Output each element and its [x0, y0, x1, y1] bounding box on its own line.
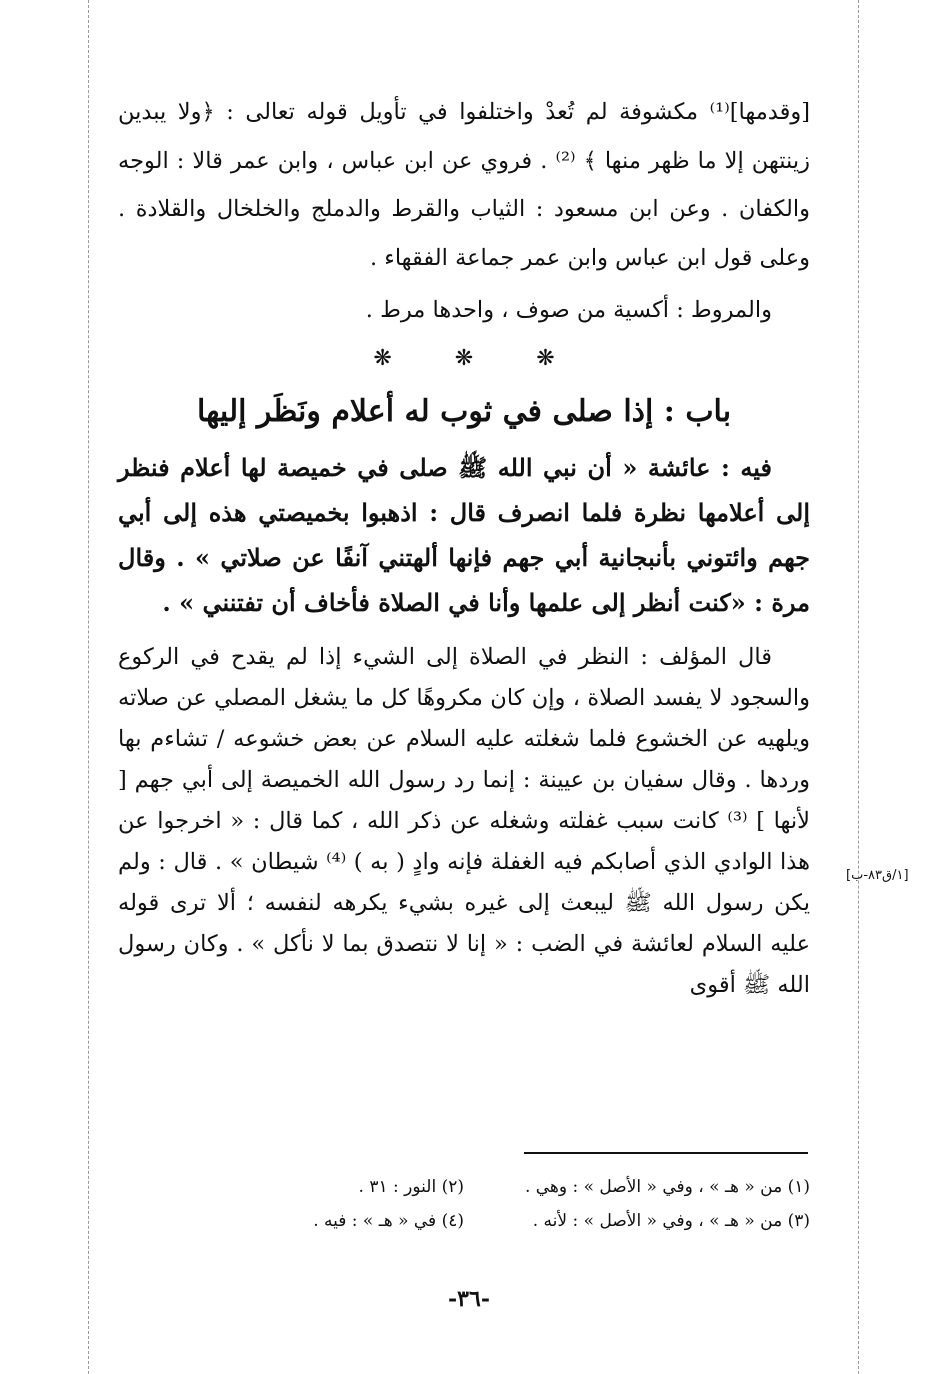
separator-star: ❋	[536, 345, 555, 371]
section-separator	[118, 339, 810, 379]
scan-guide-left	[88, 0, 89, 1374]
page-number: -٣٦-	[448, 1286, 490, 1312]
hadith-text: فيه : عائشة « أن نبي الله ﷺ صلى في خميصة لها أعلام فنظر إلى أعلامها نظرة فلما انصرف قال : اذهبوا بخميصتي هذه إلى أبي جهم وائتوني بأنبجانية أبي جهم فإنها ألهتني آنفًا عن صلاتي » . وقال مرة : «كنت أنظر إلى علمها وأنا في الصلاة فأخاف أن تفتنني » .	[118, 452, 810, 617]
footnote-row	[118, 1170, 810, 1204]
chapter-heading: باب : إذا صلى في ثوب له أعلام ونَظَر إليها	[196, 393, 732, 429]
footnote-2: (٢) النور : ٣١ .	[358, 1177, 464, 1197]
footnote-row	[118, 1204, 810, 1238]
footnotes	[118, 1170, 810, 1238]
footnote-4: (٤) في « هـ » : فيه .	[313, 1211, 464, 1231]
paragraph-definition: والمروط : أكسية من صوف ، واحدها مرط .	[365, 297, 772, 323]
manuscript-folio-note: [١/ق٨٣-ب]	[846, 868, 909, 883]
separator-star: ❋	[454, 345, 474, 371]
commentary-text: قال المؤلف : النظر في الصلاة إلى الشيء إذا لم يقدح في الركوع والسجود لا يفسد الصلاة ، وإن كان مكروهًا كل ما يشغل المصلي عن صلاته ويلهيه عن الخشوع فلما شغلته عليه السلام عن بعض خشوعه / تشاءم بها وردها . وقال سفيان بن عيينة : إنما رد رسول الله الخميصة إلى أبي جهم [ لأنها ] ⁽³⁾ كانت سبب غفلته وشغله عن ذكر الله ، كما قال : « اخرجوا عن هذا الوادي الذي أصابكم فيه الغفلة فإنه وادٍ ( به ) ⁽⁴⁾ شيطان » . قال : ولم يكن رسول الله ﷺ ليبعث إلى غيره بشيء يكرهه لنفسه ؛ ألا ترى قوله عليه السلام لعائشة في الضب : « إنا لا نتصدق بما لا نأكل » . وكان رسول الله ﷺ أقوى	[118, 643, 810, 998]
footnote-rule	[524, 1152, 808, 1154]
footnote-3: (٣) من « هـ » ، وفي « الأصل » : لأنه .	[532, 1211, 810, 1231]
scan-guide-right	[858, 0, 859, 1374]
paragraph-opening: [وقدمها]⁽¹⁾ مكشوفة لم تُعدْ واختلفوا في تأويل قوله تعالى : ﴿ولا يبدين زينتهن إلا ما ظهر منها ﴾ ⁽²⁾ . فروي عن ابن عباس ، وابن عمر قالا : الوجه والكفان . وعن ابن مسعود : الثياب والقرط والدملج والخلخال والقلادة . وعلى قول ابن عباس وابن عمر جماعة الفقهاء .	[118, 99, 810, 271]
separator-star: ❋	[373, 345, 392, 371]
page-body	[118, 88, 810, 1006]
footnote-1: (١) من « هـ » ، وفي « الأصل » : وهي .	[524, 1177, 810, 1197]
